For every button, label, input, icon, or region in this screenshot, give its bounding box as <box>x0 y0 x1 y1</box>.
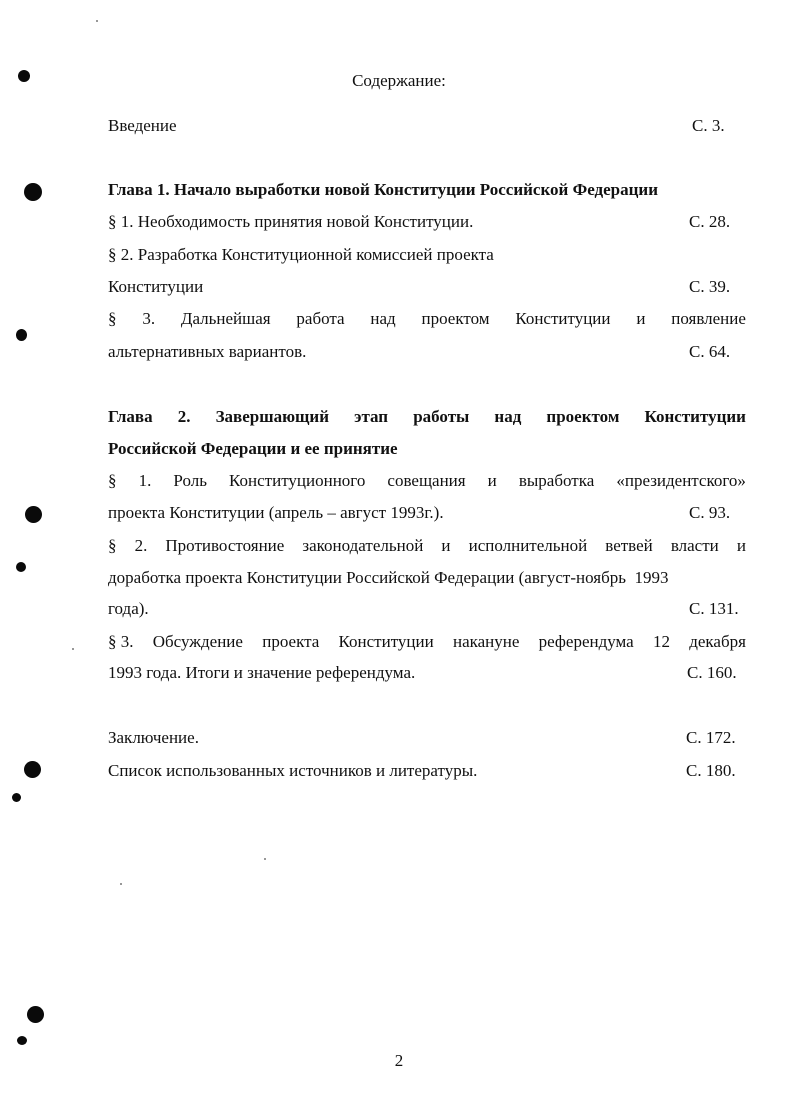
toc-page-ref: С. 39. <box>689 277 731 296</box>
word: Завершающий <box>215 407 330 426</box>
word: выработка <box>518 471 595 490</box>
binder-hole-mark <box>24 183 42 201</box>
scan-speck <box>72 648 74 650</box>
toc-entry-ch2-s3-line1 <box>108 631 746 653</box>
toc-entry-ch1-s3-line1 <box>108 308 746 330</box>
binder-hole-mark <box>16 562 26 572</box>
word: Глава <box>108 407 153 426</box>
word: работа <box>296 309 345 328</box>
scan-speck <box>120 883 122 885</box>
word: над <box>494 407 522 426</box>
word: § <box>108 471 117 490</box>
word: референдума <box>538 632 634 651</box>
word: 1. <box>138 471 152 490</box>
toc-page-ref: С. 3. <box>692 116 725 135</box>
toc-entry-ch2-s1-line1 <box>108 470 746 492</box>
word: проектом <box>546 407 620 426</box>
word: этап <box>354 407 389 426</box>
word: исполнительной <box>468 536 588 555</box>
scan-speck <box>264 858 266 860</box>
toc-entry-ch1-s3-line2: альтернативных вариантов. <box>108 342 307 361</box>
word: накануне <box>452 632 520 651</box>
chapter-2-title-line2: Российской Федерации и ее принятие <box>108 439 398 458</box>
word: Обсуждение <box>152 632 243 651</box>
word: работы <box>413 407 470 426</box>
word: проектом <box>421 309 490 328</box>
toc-page-ref: С. 93. <box>689 503 731 522</box>
toc-page-ref: С. 131. <box>689 599 739 618</box>
word: Роль <box>173 471 207 490</box>
word: «президентского» <box>616 471 746 490</box>
toc-entry-intro <box>108 115 746 137</box>
word: совещания <box>387 471 466 490</box>
word: ветвей <box>605 536 653 555</box>
scan-speck <box>96 20 98 22</box>
word: Дальнейшая <box>180 309 271 328</box>
toc-page-ref: С. 28. <box>689 212 731 231</box>
toc-entry-ch2-s3-line2: 1993 года. Итоги и значение референдума. <box>108 663 416 682</box>
binder-hole-mark <box>12 793 21 802</box>
chapter-2-title-line1 <box>108 406 746 428</box>
word: Противостояние <box>165 536 285 555</box>
word: Конституции <box>515 309 611 328</box>
toc-entry-label: Введение <box>108 116 177 135</box>
toc-page-ref: С. 64. <box>689 342 731 361</box>
word: 2. <box>134 536 148 555</box>
word: и <box>636 309 646 328</box>
toc-entry-ch1-s2-line2: Конституции <box>108 277 204 296</box>
toc-heading: Содержание: <box>352 71 446 90</box>
word: законодательной <box>302 536 424 555</box>
toc-page-ref: С. 180. <box>686 761 736 780</box>
word: 3. <box>142 309 156 328</box>
toc-entry-ch2-s2-line2: доработка проекта Конституции Российской Федерации (август-ноябрь 1993 <box>108 568 669 587</box>
toc-entry-ch2-s1-line2: проекта Конституции (апрель – август 1993г.). <box>108 503 444 522</box>
word: Конституционного <box>229 471 366 490</box>
binder-hole-mark <box>18 70 30 82</box>
word: 2. <box>177 407 191 426</box>
word: § 3. <box>108 632 134 651</box>
word: и <box>736 536 746 555</box>
word: § <box>108 536 117 555</box>
word: появление <box>671 309 746 328</box>
toc-page-ref: С. 172. <box>686 728 736 747</box>
toc-entry-label: § 1. Необходимость принятия новой Конституции. <box>108 212 474 231</box>
toc-entry-ch2-s2-line1 <box>108 535 746 557</box>
word: Конституции <box>338 632 434 651</box>
toc-entry-conclusion: Заключение. <box>108 728 199 747</box>
toc-entry-ch2-s2-line3: года). <box>108 599 149 618</box>
binder-hole-mark <box>16 329 27 341</box>
word: и <box>441 536 451 555</box>
word: § <box>108 309 117 328</box>
word: и <box>487 471 497 490</box>
toc-entry-sources: Список использованных источников и литературы. <box>108 761 478 780</box>
chapter-1-title: Глава 1. Начало выработки новой Конституции Российской Федерации <box>108 180 659 199</box>
toc-entry-ch1-s1 <box>108 211 746 233</box>
word: 12 <box>652 632 670 651</box>
page-number: 2 <box>394 1051 404 1070</box>
word: власти <box>670 536 719 555</box>
binder-hole-mark <box>25 506 42 523</box>
binder-hole-mark <box>17 1036 27 1045</box>
word: Конституции <box>644 407 746 426</box>
toc-page-ref: С. 160. <box>687 663 737 682</box>
binder-hole-mark <box>24 761 41 778</box>
binder-hole-mark <box>27 1006 44 1023</box>
word: над <box>370 309 396 328</box>
word: декабря <box>689 632 746 651</box>
toc-entry-ch1-s2-line1: § 2. Разработка Конституционной комиссией проекта <box>108 245 494 264</box>
word: проекта <box>262 632 320 651</box>
